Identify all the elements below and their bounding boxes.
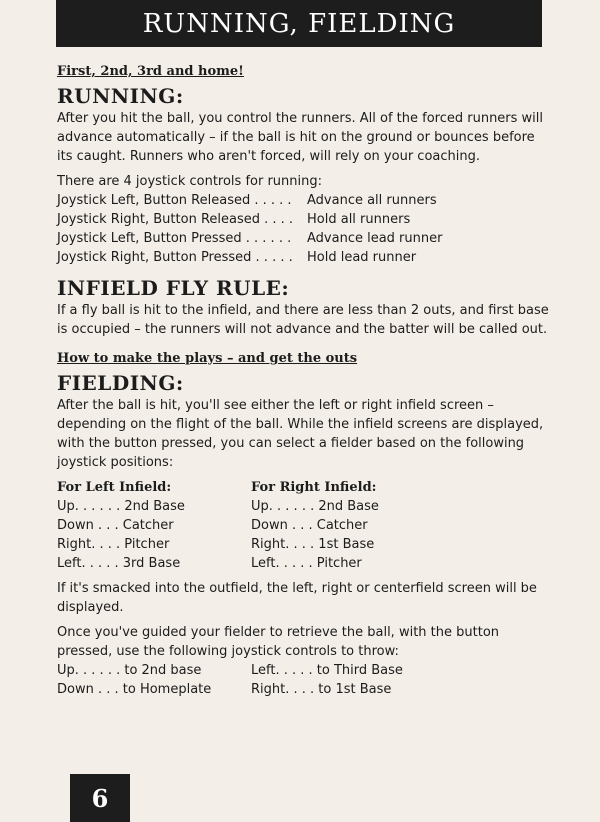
infield-fly-text: If a fly ball is hit to the infield, and there are less than 2 outs, and first base is occupied – the runners will not advance and the batter will be called out. xyxy=(57,303,549,337)
throw-control: Left. . . . . to Third Base xyxy=(251,663,403,678)
position-item: Down . . . Catcher xyxy=(251,518,368,533)
control-input: Joystick Right, Button Pressed . . . . . xyxy=(57,250,293,265)
position-item: Right. . . . Pitcher xyxy=(57,537,170,552)
running-intro: After you hit the ball, you control the runners. All of the forced runners will advance automatically – if the ball is hit on the ground or bounces before its caught. Runners who aren't forced, will rely on your coaching. xyxy=(57,111,544,164)
outfield-text: If it's smacked into the outfield, the left, right or centerfield screen will be displayed. xyxy=(57,581,537,615)
running-control-row xyxy=(57,191,551,210)
position-item: Left. . . . . 3rd Base xyxy=(57,556,181,571)
running-control-row xyxy=(57,229,551,248)
infield-fly-heading: INFIELD FLY RULE: xyxy=(57,276,290,300)
running-control-row xyxy=(57,248,551,267)
running-controls-list xyxy=(57,191,551,267)
right-infield-title: For Right Infield: xyxy=(251,480,377,495)
control-input: Joystick Right, Button Released . . . . xyxy=(57,212,294,227)
running-control-row xyxy=(57,210,551,229)
fielding-heading: FIELDING: xyxy=(57,371,184,395)
throw-row xyxy=(57,661,551,680)
throw-control: Right. . . . to 1st Base xyxy=(251,682,392,697)
right-infield-column xyxy=(251,478,445,573)
control-input: Joystick Left, Button Released . . . . . xyxy=(57,193,292,208)
fielding-subhead: How to make the plays – and get the outs xyxy=(57,351,358,366)
left-infield-column xyxy=(57,478,251,573)
position-item: Up. . . . . . 2nd Base xyxy=(251,499,379,514)
control-action: Hold lead runner xyxy=(307,250,417,265)
page-title: RUNNING, FIELDING xyxy=(142,8,456,39)
throw-intro: Once you've guided your fielder to retrieve the ball, with the button pressed, use the following joystick controls to throw: xyxy=(57,625,500,659)
running-subhead: First, 2nd, 3rd and home! xyxy=(57,64,244,79)
left-infield-title: For Left Infield: xyxy=(57,480,172,495)
position-item: Up. . . . . . 2nd Base xyxy=(57,499,185,514)
control-action: Hold all runners xyxy=(307,212,411,227)
position-item: Left. . . . . Pitcher xyxy=(251,556,362,571)
page-title-bar xyxy=(56,0,542,47)
running-heading: RUNNING: xyxy=(57,84,184,108)
fielding-intro: After the ball is hit, you'll see either the left or right infield screen – depending on the flight of the ball. While the infield screens are displayed, with the button pressed, you can select a fielder based on the following joystick positions: xyxy=(57,398,544,470)
control-action: Advance all runners xyxy=(307,193,437,208)
page-number: 6 xyxy=(70,774,130,822)
position-item: Right. . . . 1st Base xyxy=(251,537,375,552)
running-controls-intro: There are 4 joystick controls for running: xyxy=(57,174,322,189)
page-content xyxy=(57,62,551,699)
infield-positions xyxy=(57,478,551,573)
throw-control: Down . . . to Homeplate xyxy=(57,682,212,697)
control-action: Advance lead runner xyxy=(307,231,443,246)
throw-control: Up. . . . . . to 2nd base xyxy=(57,663,202,678)
control-input: Joystick Left, Button Pressed . . . . . . xyxy=(57,231,292,246)
position-item: Down . . . Catcher xyxy=(57,518,174,533)
throw-row xyxy=(57,680,551,699)
